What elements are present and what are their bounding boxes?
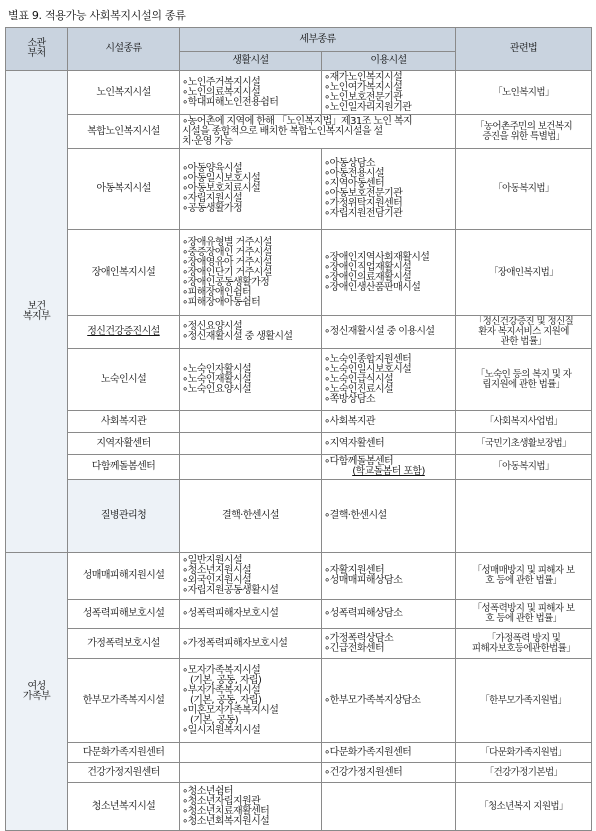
living-cell [180, 433, 322, 455]
living-cell: ∘ 일반지원시설 ∘ 청소년지원시설 ∘ 외국인지원시설 ∘ 자립지원공동생활시설 [180, 553, 322, 600]
living-cell: ∘ 청소년쉼터 ∘ 청소년자립지원관 ∘ 청소년치료재활센터 ∘ 청소년회복지원시설 [180, 783, 322, 831]
facility-cell: 노숙인시설 [68, 349, 180, 411]
facility-cell: 다문화가족지원센터 [68, 743, 180, 763]
facility-cell: 성폭력피해보호시설 [68, 600, 180, 629]
use-cell: ∘ 정신재활시설 중 이용시설 [322, 316, 456, 349]
use-cell: ∘ 아동상담소 ∘ 아동전용시설 ∘ 지역아동센터 ∘ 아동보호전문기관 ∘ 가정위탁지원센터 ∘ 자립지원전담기관 [322, 149, 456, 230]
table-row [6, 71, 592, 115]
table-row [6, 600, 592, 629]
facility-cell: 사회복지관 [68, 411, 180, 433]
facility-cell: 다함께돌봄센터 [68, 455, 180, 480]
facility-cell: 장애인복지시설 [68, 230, 180, 316]
law-cell: 「사회복지사업법」 [456, 411, 592, 433]
living-cell [180, 763, 322, 783]
facility-cell: 정신건강증진시설 [68, 316, 180, 349]
table-row [6, 480, 592, 553]
living-cell: ∘ 노인주거복지시설 ∘ 노인의료복지시설 ∘ 학대피해노인전용쉼터 [180, 71, 322, 115]
law-cell: 「노인복지법」 [456, 71, 592, 115]
use-cell: ∘ 다함께돌봄센터 (학교돌봄터 포함) [322, 455, 456, 480]
law-cell: 「정신건강증진 및 정신질 환자 복지서비스 지원에 관한 법률」 [456, 316, 592, 349]
use-cell: ∘ 자활지원센터 ∘ 성매매피해상담소 [322, 553, 456, 600]
living-cell: ∘ 결핵·한센시설 [322, 480, 456, 553]
ministry-cell: 보건 복지부 [6, 71, 68, 553]
table-row [6, 743, 592, 763]
table-row [6, 316, 592, 349]
facility-header: 시설종류 [68, 28, 180, 71]
living-header: 생활시설 [180, 52, 322, 71]
law-cell: 「청소년복지 지원법」 [456, 783, 592, 831]
page-title: 별표 9. 적용가능 사회복지시설의 종류 [8, 9, 186, 22]
use-cell: ∘ 노숙인종합지원센터 ∘ 노숙인일시보호시설 ∘ 노숙인급식시설 ∘ 노숙인진료시설 ∘ 쪽방상담소 [322, 349, 456, 411]
use-cell: ∘ 지역자활센터 [322, 433, 456, 455]
facility-cell: 한부모가족복지시설 [68, 659, 180, 743]
law-cell: 「아동복지법」 [456, 455, 592, 480]
table-row [6, 433, 592, 455]
use-cell: ∘ 재가노인복지시설 ∘ 노인여가복지시설 ∘ 노인보호전문기관 ∘ 노인일자리지원기관 [322, 71, 456, 115]
facility-cell: 청소년복지시설 [68, 783, 180, 831]
table-row [6, 230, 592, 316]
law-cell: 「성매매방지 및 피해자 보 호 등에 관한 법률」 [456, 553, 592, 600]
ministry-cell: 질병관리청 [68, 480, 180, 553]
span-cell: ∘ 농어촌에 지역에 한해 「노인복지법」제31조 노인 복지 시설을 종합적으로 배치한 복합노인복지시설을 설 치·운영 가능 [180, 115, 456, 149]
table-row [6, 411, 592, 433]
table-row [6, 115, 592, 149]
law-cell: 「국민기초생활보장법」 [456, 433, 592, 455]
law-cell: 「성폭력방지 및 피해자 보 호 등에 관한 법률」 [456, 600, 592, 629]
ministry-header: 소관 부처 [6, 28, 68, 71]
living-cell [180, 411, 322, 433]
facility-cell: 건강가정지원센터 [68, 763, 180, 783]
use-cell: ∘ 성폭력피해상담소 [322, 600, 456, 629]
use-cell: ∘ 사회복지관 [322, 411, 456, 433]
facility-cell: 성매매피해지원시설 [68, 553, 180, 600]
facility-cell: 노인복지시설 [68, 71, 180, 115]
use-header: 이용시설 [322, 52, 456, 71]
use-cell: ∘ 장애인지역사회재활시설 ∘ 장애인직업재활시설 ∘ 장애인의료재활시설 ∘ 장애인생산품판매시설 [322, 230, 456, 316]
law-cell: 「가정폭력 방지 및 피해자보호등에관한법률」 [456, 629, 592, 659]
living-cell: ∘ 정신요양시설 ∘ 정신재활시설 중 생활시설 [180, 316, 322, 349]
law-cell: 「장애인복지법」 [456, 230, 592, 316]
living-cell: ∘ 아동양육시설 ∘ 아동일시보호시설 ∘ 아동보호치료시설 ∘ 자립지원시설 ∘ 공동생활가정 [180, 149, 322, 230]
living-cell: ∘ 모자가족복지시설 (기본, 공동, 자립) ∘ 부자가족복지시설 (기본, 공동, 자립) ∘ 미혼모자가족복지시설 (기본, 공동) ∘ 일시지원복지시설 [180, 659, 322, 743]
table-row [6, 149, 592, 230]
facility-cell: 복합노인복지시설 [68, 115, 180, 149]
table-row [6, 629, 592, 659]
use-cell [456, 480, 592, 553]
use-cell: ∘ 한부모가족복지상담소 [322, 659, 456, 743]
table-row [6, 783, 592, 831]
use-cell: ∘ 가정폭력상담소 ∘ 긴급전화센터 [322, 629, 456, 659]
living-cell: ∘ 가정폭력피해자보호시설 [180, 629, 322, 659]
law-header: 관련법 [456, 28, 592, 71]
law-cell: 「노숙인 등의 복지 및 자 립지원에 관한 법률」 [456, 349, 592, 411]
header-row [6, 28, 592, 52]
law-cell: 「다문화가족지원법」 [456, 743, 592, 763]
facility-cell: 지역자활센터 [68, 433, 180, 455]
law-cell: 「한부모가족지원법」 [456, 659, 592, 743]
facility-table [5, 27, 592, 831]
law-cell: 「아동복지법」 [456, 149, 592, 230]
table-row [6, 349, 592, 411]
living-cell: ∘ 성폭력피해자보호시설 [180, 600, 322, 629]
facility-cell: 아동복지시설 [68, 149, 180, 230]
use-cell: ∘ 다문화가족지원센터 [322, 743, 456, 763]
law-cell: 「농어촌주민의 보건복지 증진을 위한 특별법」 [456, 115, 592, 149]
use-cell [322, 783, 456, 831]
living-cell: ∘ 장애유형별 거주시설 ∘ 중증장애인 거주시설 ∘ 장애영유아 거주시설 ∘ 장애인단기 거주시설 ∘ 장애인공동생활가정 ∘ 피해장애인쉼터 ∘ 피해장애아동쉼터 [180, 230, 322, 316]
law-cell: 「건강가정기본법」 [456, 763, 592, 783]
table-row [6, 763, 592, 783]
table-row [6, 659, 592, 743]
ministry-cell: 여성 가족부 [6, 553, 68, 831]
use-cell: ∘ 건강가정지원센터 [322, 763, 456, 783]
living-cell [180, 455, 322, 480]
table-row [6, 553, 592, 600]
facility-cell: 가정폭력보호시설 [68, 629, 180, 659]
living-cell: ∘ 노숙인자활시설 ∘ 노숙인재활시설 ∘ 노숙인요양시설 [180, 349, 322, 411]
facility-cell: 결핵·한센시설 [180, 480, 322, 553]
table-row [6, 455, 592, 480]
detail-header: 세부종류 [180, 28, 456, 52]
living-cell [180, 743, 322, 763]
